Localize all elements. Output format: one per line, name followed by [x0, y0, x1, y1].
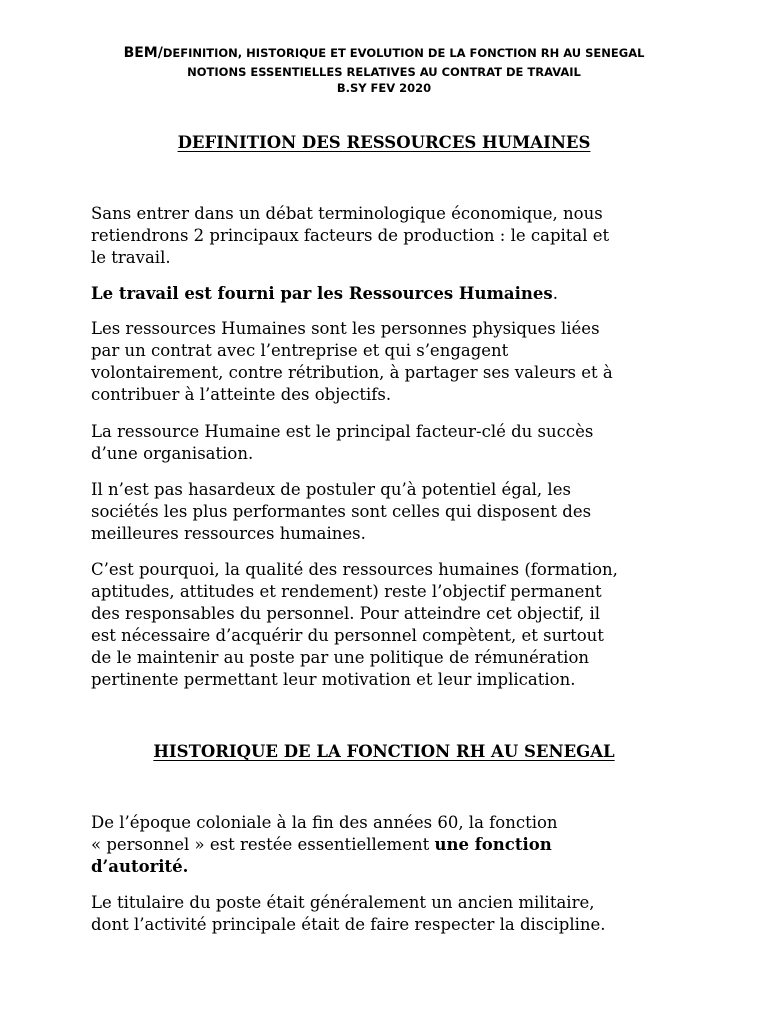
text-line: volontairement, contre rétribution, à partager ses valeurs et à: [91, 363, 613, 382]
paragraph-8: [91, 892, 691, 936]
paragraph-3: [91, 318, 691, 406]
text-line: des responsables du personnel. Pour atteindre cet objectif, il: [91, 604, 601, 623]
header-bem: BEM/: [123, 45, 163, 61]
text-line: Il n’est pas hasardeux de postuler qu’à potentiel égal, les: [91, 480, 571, 499]
section-title-historique: HISTORIQUE DE LA FONCTION RH AU SENEGAL: [153, 742, 615, 761]
paragraph-2: [91, 283, 691, 305]
doc-header-line-2: NOTIONS ESSENTIELLES RELATIVES AU CONTRAT DE TRAVAIL: [187, 65, 581, 79]
paragraph-1: [91, 203, 691, 269]
doc-header-line-3: B.SY FEV 2020: [336, 81, 432, 95]
text-line: [91, 856, 691, 878]
bold-phrase: une fonction: [434, 835, 552, 854]
text-line: [91, 283, 691, 305]
text-line: La ressource Humaine est le principal facteur-clé du succès: [91, 422, 594, 441]
text-line: d’une organisation.: [91, 444, 254, 463]
paragraph-7: [91, 812, 691, 878]
bold-phrase: d’autorité.: [91, 857, 189, 876]
paragraph-5: [91, 479, 691, 545]
text-line: retiendrons 2 principaux facteurs de production : le capital et: [91, 226, 610, 245]
text-line: Les ressources Humaines sont les personnes physiques liées: [91, 319, 600, 338]
text-line: De l’époque coloniale à la fin des années 60, la fonction: [91, 813, 558, 832]
text-line: aptitudes, attitudes et rendement) reste l’objectif permanent: [91, 582, 602, 601]
text-line: contribuer à l’atteinte des objectifs.: [91, 385, 392, 404]
period: .: [552, 284, 558, 303]
text-segment: « personnel » est restée essentiellement: [91, 835, 435, 854]
bold-statement: Le travail est fourni par les Ressources Humaines: [91, 284, 553, 303]
text-line: de le maintenir au poste par une politique de rémunération: [91, 648, 590, 667]
doc-header-line-1: [0, 44, 768, 62]
section-title-definition: DEFINITION DES RESSOURCES HUMAINES: [177, 133, 591, 152]
text-line: par un contrat avec l’entreprise et qui s’engagent: [91, 341, 509, 360]
text-line: meilleures ressources humaines.: [91, 524, 366, 543]
text-line: Sans entrer dans un débat terminologique économique, nous: [91, 204, 603, 223]
text-line: le travail.: [91, 248, 171, 267]
text-line: pertinente permettant leur motivation et leur implication.: [91, 670, 576, 689]
header-title: DEFINITION, HISTORIQUE ET EVOLUTION DE LA FONCTION RH AU SENEGAL: [162, 46, 645, 60]
text-line: Le titulaire du poste était généralement un ancien militaire,: [91, 893, 595, 912]
paragraph-4: [91, 421, 691, 465]
text-line: sociétés les plus performantes sont celles qui disposent des: [91, 502, 592, 521]
text-line: dont l’activité principale était de faire respecter la discipline.: [91, 915, 606, 934]
text-line: [91, 834, 691, 856]
text-line: C’est pourquoi, la qualité des ressources humaines (formation,: [91, 560, 618, 579]
text-line: est nécessaire d’acquérir du personnel compètent, et surtout: [91, 626, 604, 645]
paragraph-6: [91, 559, 691, 691]
